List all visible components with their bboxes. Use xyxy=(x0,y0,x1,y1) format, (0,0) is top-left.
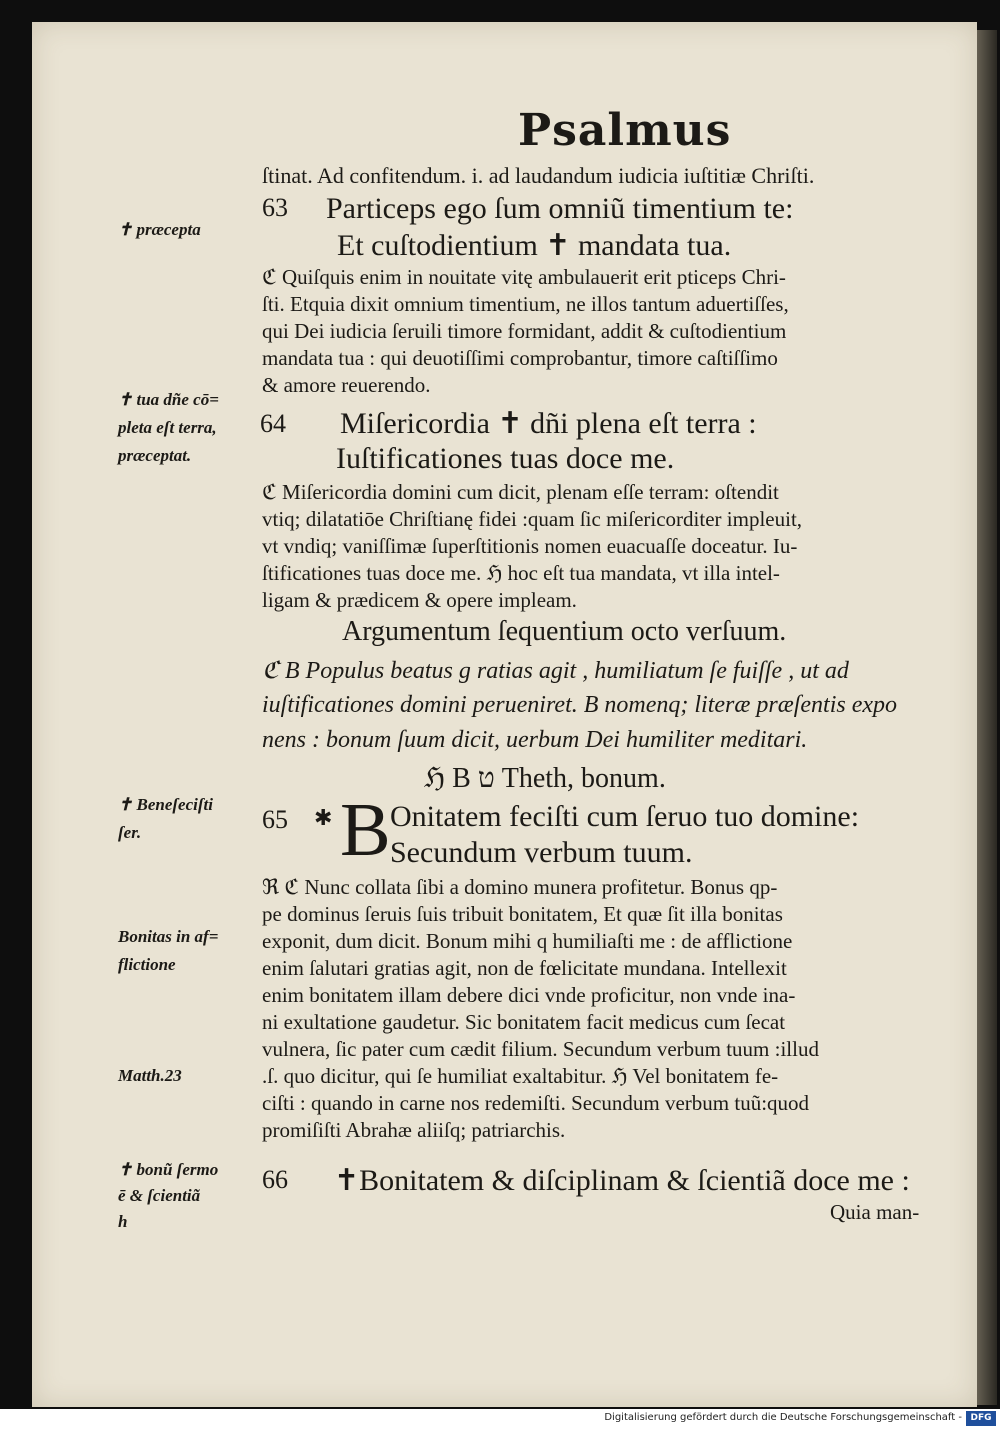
commentary-line: enim bonitatem illam debere dici vnde proficitur, non vnde ina- xyxy=(262,983,796,1007)
verse-number: 64 xyxy=(260,409,286,438)
margin-note: ē & ſcientiã xyxy=(118,1186,201,1205)
verse-number: 65 xyxy=(262,805,288,834)
footer-credit: Digitalisierung gefördert durch die Deutsche Forschungsgemeinschaft - xyxy=(604,1412,962,1423)
commentary-line: enim ſalutari gratias agit, non de fœlicitate mundana. Intellexit xyxy=(262,956,787,980)
section-heading: ℌ B ט Theth, bonum. xyxy=(424,763,666,794)
commentary-line: ℭ Miſericordia domini cum dicit, plenam eſſe terram: oſtendit xyxy=(262,480,779,504)
text-line: ſtinat. Ad confitendum. i. ad laudandum iudicia iuſtitiæ Chriſti. xyxy=(262,163,815,188)
verse-line: Iuſtificationes tuas doce me. xyxy=(336,442,675,475)
margin-note: h xyxy=(118,1212,128,1231)
footer-bar xyxy=(0,1409,1000,1429)
commentary-line: ſtificationes tuas doce me. ℌ hoc eſt tua mandata, vt illa intel- xyxy=(262,561,780,585)
commentary-line: ℭ Quiſquis enim in nouitate vitę ambulauerit erit pticeps Chri- xyxy=(262,265,786,289)
verse-marker: ✱ xyxy=(314,805,333,830)
commentary-line: pe dominus ſeruis ſuis tribuit bonitatem, Et quæ ſit illa bonitas xyxy=(262,902,783,926)
verse-line: ✝Bonitatem & diſciplinam & ſcientiã doce me : xyxy=(334,1164,910,1197)
page-edge xyxy=(975,30,997,1405)
margin-note: ✝ tua dñe cō= xyxy=(118,390,219,409)
commentary-line: vtiq; dilatatiōe Chriſtianę fidei :quam ſic miſericorditer impleuit, xyxy=(262,507,803,531)
commentary-line: ni exultatione gaudetur. Sic bonitatem facit medicus cum ſecat xyxy=(262,1010,786,1034)
commentary-line: ligam & prædicem & opere impleam. xyxy=(262,588,577,612)
argument-line: nens : bonum ſuum dicit, uerbum Dei humiliter meditari. xyxy=(262,727,808,753)
commentary-line: & amore reuerendo. xyxy=(262,373,431,397)
margin-note: ✝ Beneſeciſti xyxy=(118,795,213,814)
page-heading: Psalmus xyxy=(518,105,732,156)
verse-line: Onitatem feciſti cum ſeruo tuo domine: xyxy=(390,800,860,833)
commentary-line: promiſiſti Abrahæ aliiſq; patriarchis. xyxy=(262,1118,566,1142)
margin-note: ſer. xyxy=(118,823,142,842)
commentary-line: ℜ ℭ Nunc collata ſibi a domino munera profitetur. Bonus qp- xyxy=(262,875,778,899)
margin-note: flictione xyxy=(118,955,176,974)
argument-line: iuſtificationes domini perueniret. B nomenq; literæ præſentis expo xyxy=(262,692,898,718)
margin-note: ✝ præcepta xyxy=(118,220,201,239)
margin-note: Bonitas in af= xyxy=(118,927,219,946)
verse-line: Et cuſtodientium ✝ mandata tua. xyxy=(337,229,732,262)
commentary-line: .ſ. quo dicitur, qui ſe humiliat exaltabitur. ℌ Vel bonitatem fe- xyxy=(262,1064,779,1088)
catchword: Quia man- xyxy=(830,1200,920,1224)
commentary-line: ſti. Etquia dixit omnium timentium, ne illos tantum aduertiſſes, xyxy=(262,292,789,316)
argument-line: ℭ B Populus beatus g ratias agit , humiliatum ſe fuiſſe , ut ad xyxy=(262,658,849,684)
commentary-line: vt vndiq; vaniſſimæ ſuperſtitionis nomen euacuaſſe doceatur. Iu- xyxy=(262,534,798,558)
commentary-line: vulnera, ſic pater cum cædit filium. Secundum verbum tuum :illud xyxy=(262,1037,819,1061)
commentary-line: exponit, dum dicit. Bonum mihi q humiliaſti me : de afflictione xyxy=(262,929,793,953)
argument-heading: Argumentum ſequentium octo verſuum. xyxy=(342,616,787,647)
commentary-line: qui Dei iudicia ſeruili timore formidant, addit & cuſtodientium xyxy=(262,319,787,343)
dfg-logo[interactable]: DFG xyxy=(966,1411,996,1426)
margin-note: pleta eſt terra, xyxy=(118,418,217,437)
margin-note: Matth.23 xyxy=(118,1066,182,1085)
verse-line: Secundum verbum tuum. xyxy=(390,836,693,869)
margin-note: ✝ bonũ ſermo xyxy=(118,1160,219,1179)
verse-line: Miſericordia ✝ dñi plena eſt terra : xyxy=(340,407,757,440)
verse-number: 63 xyxy=(262,193,288,222)
margin-note: præceptat. xyxy=(118,446,192,465)
commentary-line: mandata tua : qui deuotiſſimi comprobantur, timore caſtiſſimo xyxy=(262,346,778,370)
verse-number: 66 xyxy=(262,1165,288,1194)
drop-cap: B xyxy=(340,788,391,872)
verse-line: Particeps ego ſum omniũ timentium te: xyxy=(326,192,794,225)
commentary-line: ciſti : quando in carne nos redemiſti. Secundum verbum tuũ:quod xyxy=(262,1091,810,1115)
